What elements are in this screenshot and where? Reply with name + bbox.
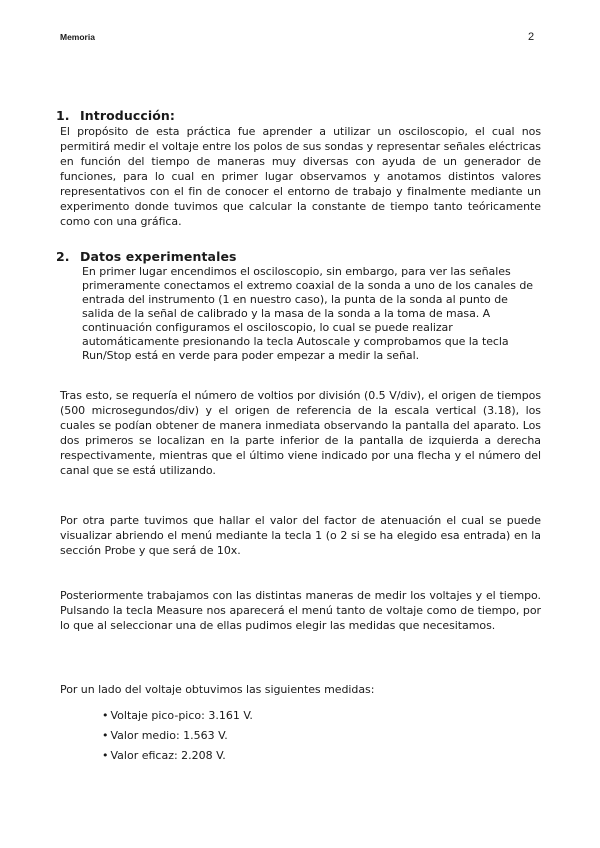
section-1-heading [56,108,175,123]
list-item: • Voltaje pico-pico: 3.161 V. [102,706,253,726]
section-2-paragraph: En primer lugar encendimos el osciloscopio, sin embargo, para ver las señales primeramente conectamos el extremo coaxial de la sonda a uno de los canales de entrada del instrumento (1 en nuestro caso), la punta de la sonda al punto de salida de la señal de calibrado y la masa de la sonda a la toma de masa. A continuación configuramos el osciloscopio, lo cual se puede realizar automáticamente presionando la tecla Autoscale y comprobamos que la tecla Run/Stop está en verde para poder empezar a medir la señal. [82,265,533,362]
section-2-number: 2. [56,249,70,264]
section-1-title: Introducción: [80,108,176,123]
header-title: Memoria [60,32,95,42]
section-2-heading [56,249,237,264]
section-1-paragraph: El propósito de esta práctica fue aprender a utilizar un osciloscopio, el cual nos permitirá medir el voltaje entre los polos de sus sondas y representar señales eléctricas en función del tiempo de maneras muy diversas con ayuda de un generador de funciones, para lo cual en primer lugar observamos y anotamos distintos valores representativos con el fin de conocer el entorno de trabajo y finalmente mediante un experimento donde tuvimos que calcular la constante de tiempo tanto teóricamente como con una gráfica. [60,125,541,228]
body-paragraph-2: Por otra parte tuvimos que hallar el valor del factor de atenuación el cual se puede visualizar abriendo el menú mediante la tecla 1 (o 2 si se ha elegido esa entrada) en la sección Probe y que será de 10x. [60,514,541,557]
page-number: 2 [528,31,535,43]
list-item: • Valor medio: 1.563 V. [102,726,253,746]
measurements-list [102,706,253,766]
body-paragraph-4: Por un lado del voltaje obtuvimos las siguientes medidas: [60,683,375,696]
section-2-title: Datos experimentales [80,249,237,264]
section-1-number: 1. [56,108,70,123]
list-item: • Valor eficaz: 2.208 V. [102,746,253,766]
body-paragraph-1: Tras esto, se requería el número de voltios por división (0.5 V/div), el origen de tiempos (500 microsegundos/div) y el origen de referencia de la escala vertical (3.18), los cuales se podían obtener de manera inmediata observando la pantalla del aparato. Los dos primeros se localizan en la parte inferior de la pantalla de izquierda a derecha respectivamente, mientras que el último viene indicado por una flecha y el número del canal que se está utilizando. [60,389,541,477]
body-paragraph-3: Posteriormente trabajamos con las distintas maneras de medir los voltajes y el tiempo. Pulsando la tecla Measure nos aparecerá el menú tanto de voltaje como de tiempo, por lo que al seleccionar una de ellas pudimos elegir las medidas que necesitamos. [60,589,541,632]
